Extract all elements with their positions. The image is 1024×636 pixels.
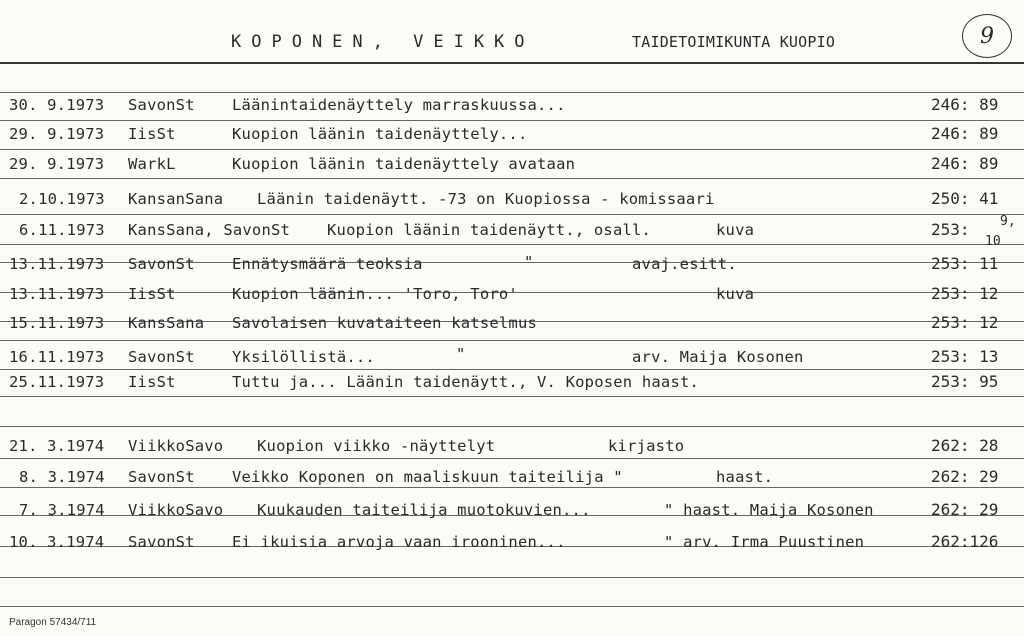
- entry-ref: 250: 41: [931, 189, 999, 208]
- subject-title: TAIDETOIMIKUNTA KUOPIO: [632, 33, 836, 51]
- entry-ref: 246: 89: [931, 124, 999, 143]
- header-rule: [0, 62, 1024, 64]
- entry-ref-extra: 10: [985, 234, 1001, 249]
- entry-date: 29. 9.1973: [9, 125, 105, 143]
- entry-source: IisSt: [128, 373, 176, 391]
- entry-source: WarkL: [128, 155, 176, 173]
- rule: [0, 577, 1024, 578]
- entry-ref: 253: 95: [931, 372, 999, 391]
- rule: [0, 92, 1024, 93]
- entry-date: 15.11.1973: [9, 314, 105, 332]
- card-number-circle: [962, 14, 1012, 58]
- entry-title: Kuopion läänin taidenäyttely...: [232, 125, 528, 143]
- entry-ref: 262: 29: [931, 467, 999, 486]
- rule: [0, 178, 1024, 179]
- rule: [0, 396, 1024, 397]
- entry-date: 13.11.1973: [9, 255, 105, 273]
- entry-date: 10. 3.1974: [9, 533, 105, 551]
- entry-title: Veikko Koponen on maaliskuun taiteilija ": [232, 468, 623, 486]
- entry-title: Ennätysmäärä teoksia: [232, 255, 423, 273]
- entry-date: 13.11.1973: [9, 285, 105, 303]
- rule: [0, 120, 1024, 121]
- entry-date: 8. 3.1974: [19, 468, 105, 486]
- card-manufacturer-label: Paragon 57434/711: [9, 617, 97, 628]
- rule: [0, 340, 1024, 341]
- rule: [0, 244, 1024, 245]
- rule: [0, 426, 1024, 427]
- entry-note: avaj.esitt.: [632, 255, 737, 273]
- entry-source: SavonSt: [128, 96, 195, 114]
- entry-source: KansSana: [128, 314, 205, 332]
- entry-note: " arv. Irma Puustinen: [664, 533, 865, 551]
- entry-ref: 253:: [931, 220, 970, 239]
- entry-note: " haast. Maija Kosonen: [664, 501, 874, 519]
- entry-source: ViikkoSavo: [128, 501, 224, 519]
- rule: [0, 458, 1024, 459]
- entry-title: Kuopion läänin taidenäyttely avataan: [232, 155, 576, 173]
- entry-date: 16.11.1973: [9, 348, 105, 366]
- entry-title: Kuukauden taiteilija muotokuvien...: [257, 501, 591, 519]
- entry-ref: 262:126: [931, 532, 999, 551]
- entry-source: SavonSt: [128, 468, 195, 486]
- entry-source: KansSana, SavonSt: [128, 221, 291, 239]
- entry-date: 2.10.1973: [19, 190, 105, 208]
- entry-ref: 253: 12: [931, 313, 999, 332]
- entry-date: 6.11.1973: [19, 221, 105, 239]
- entry-ref: 253: 13: [931, 347, 999, 366]
- card-number: 9: [980, 24, 994, 49]
- entry-title: Yksilöllistä...: [232, 348, 375, 366]
- rule: [0, 214, 1024, 215]
- entry-source: SavonSt: [128, 533, 195, 551]
- entry-date: 25.11.1973: [9, 373, 105, 391]
- entry-note: kuva: [716, 221, 755, 239]
- entry-source: SavonSt: [128, 255, 195, 273]
- entry-date: 30. 9.1973: [9, 96, 105, 114]
- entry-title: Läänintaidenäyttely marraskuussa...: [232, 96, 566, 114]
- entry-ref: 253: 12: [931, 284, 999, 303]
- person-name: KOPONEN, VEIKKO: [231, 32, 535, 52]
- entry-title: Läänin taidenäytt. -73 on Kuopiossa - komissaari: [257, 190, 715, 208]
- ditto-mark: ": [524, 253, 534, 271]
- entry-source: SavonSt: [128, 348, 195, 366]
- entry-title: Kuopion läänin... 'Toro, Toro': [232, 285, 518, 303]
- rule: [0, 606, 1024, 607]
- entry-ref: 262: 29: [931, 500, 999, 519]
- entry-source: ViikkoSavo: [128, 437, 224, 455]
- entry-note: haast.: [716, 468, 774, 486]
- entry-source: KansanSana: [128, 190, 224, 208]
- entry-ref: 246: 89: [931, 95, 999, 114]
- entry-title: Tuttu ja... Läänin taidenäytt., V. Koposen haast.: [232, 373, 700, 391]
- entry-title: Savolaisen kuvataiteen katselmus: [232, 314, 538, 332]
- entry-title: Kuopion läänin taidenäytt., osall.: [327, 221, 652, 239]
- ditto-mark: ": [456, 345, 466, 363]
- entry-title: Ei ikuisia arvoja vaan irooninen...: [232, 533, 566, 551]
- entry-note: kirjasto: [608, 437, 685, 455]
- rule: [0, 487, 1024, 488]
- entry-date: 7. 3.1974: [19, 501, 105, 519]
- entry-source: IisSt: [128, 285, 176, 303]
- entry-ref: 246: 89: [931, 154, 999, 173]
- entry-date: 29. 9.1973: [9, 155, 105, 173]
- entry-ref: 253: 11: [931, 254, 999, 273]
- entry-date: 21. 3.1974: [9, 437, 105, 455]
- rule: [0, 149, 1024, 150]
- entry-source: IisSt: [128, 125, 176, 143]
- entry-title: Kuopion viikko -näyttelyt: [257, 437, 496, 455]
- entry-note: kuva: [716, 285, 755, 303]
- entry-ref: 262: 28: [931, 436, 999, 455]
- entry-note: arv. Maija Kosonen: [632, 348, 804, 366]
- entry-ref-extra: 9,: [1000, 214, 1016, 229]
- rule: [0, 369, 1024, 370]
